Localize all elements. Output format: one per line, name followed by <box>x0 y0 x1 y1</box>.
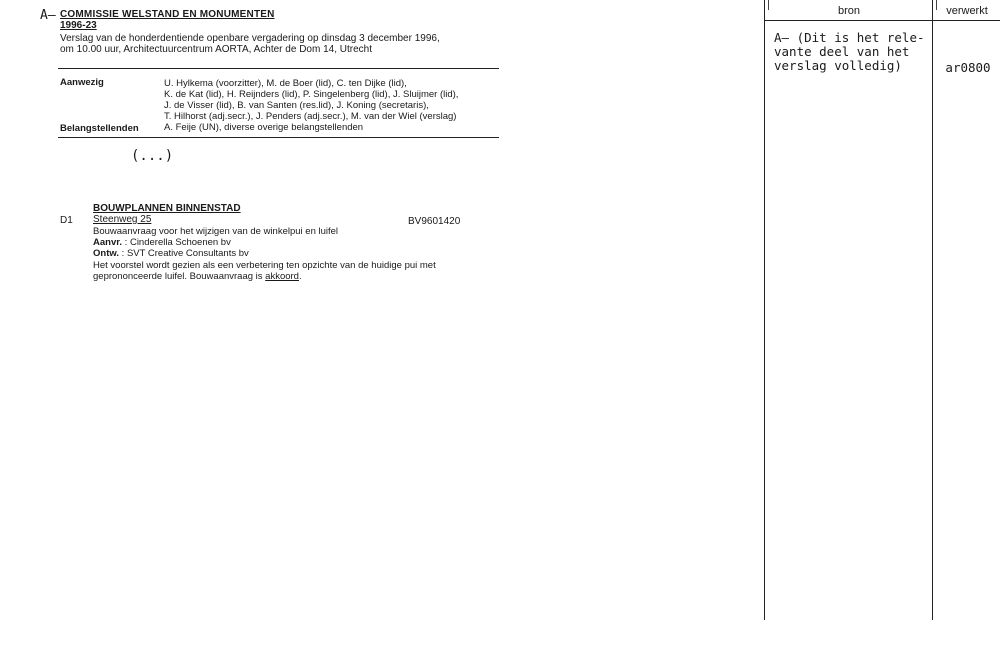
divider-bottom <box>58 137 499 138</box>
item-decision-line <box>93 271 302 282</box>
applicant-name: : Cinderella Schoenen bv <box>122 237 231 248</box>
archive-code: ar0800 <box>945 60 991 75</box>
item-code: D1 <box>60 215 73 226</box>
report-intro-line-2: om 10.00 uur, Architectuurcentrum AORTA, Achter de Dom 14, Utrecht <box>60 44 372 55</box>
item-designer <box>93 248 249 259</box>
designer-name: : SVT Creative Consultants bv <box>119 248 249 259</box>
decision-suffix: . <box>298 271 302 282</box>
source-note: A– (Dit is het rele- vante deel van het verslag volledig) <box>774 30 925 73</box>
column-header-verwerkt: verwerkt <box>946 5 988 17</box>
omission-mark: (...) <box>131 148 174 164</box>
column-header-bron: bron <box>837 5 861 17</box>
item-assessment: Het voorstel wordt gezien als een verbetering ten opzichte van de huidige pui met <box>93 260 436 271</box>
stakeholders-line: A. Feije (UN), diverse overige belangstellenden <box>164 122 364 133</box>
item-applicant <box>93 237 231 248</box>
item-reference: BV9601420 <box>408 216 461 227</box>
designer-label: Ontw. <box>93 248 120 259</box>
sheet-left-border <box>764 0 765 620</box>
attendee-line: K. de Kat (lid), H. Reijnders (lid), P. Singelenberg (lid), J. Sluijmer (lid), <box>164 89 459 100</box>
label-stakeholders: Belangstellenden <box>60 123 139 134</box>
margin-mark: A– <box>40 8 56 23</box>
column-divider <box>932 0 933 620</box>
report-intro-line-1: Verslag van de honderdentiende openbare vergadering op dinsdag 3 december 1996, <box>60 33 440 44</box>
attendee-line: T. Hilhorst (adj.secr.), J. Penders (adj.secr.), M. van der Wiel (verslag) <box>164 111 457 122</box>
section-title: BOUWPLANNEN BINNENSTAD <box>93 203 241 214</box>
applicant-label: Aanvr. <box>93 237 123 248</box>
item-description: Bouwaanvraag voor het wijzigen van de winkelpui en luifel <box>93 226 339 237</box>
header-rule <box>764 20 1000 21</box>
report-title: COMMISSIE WELSTAND EN MONUMENTEN <box>60 9 275 20</box>
item-address: Steenweg 25 <box>93 214 152 225</box>
attendee-line: U. Hylkema (voorzitter), M. de Boer (lid), C. ten Dijke (lid), <box>164 78 407 89</box>
attendee-line: J. de Visser (lid), B. van Santen (res.lid), J. Koning (secretaris), <box>164 100 429 111</box>
label-present: Aanwezig <box>60 77 104 88</box>
decision-prefix: geprononceerde luifel. Bouwaanvraag is <box>93 271 266 282</box>
report-number: 1996-23 <box>60 20 97 31</box>
decision-value: akkoord <box>265 271 299 282</box>
divider-top <box>58 68 499 69</box>
